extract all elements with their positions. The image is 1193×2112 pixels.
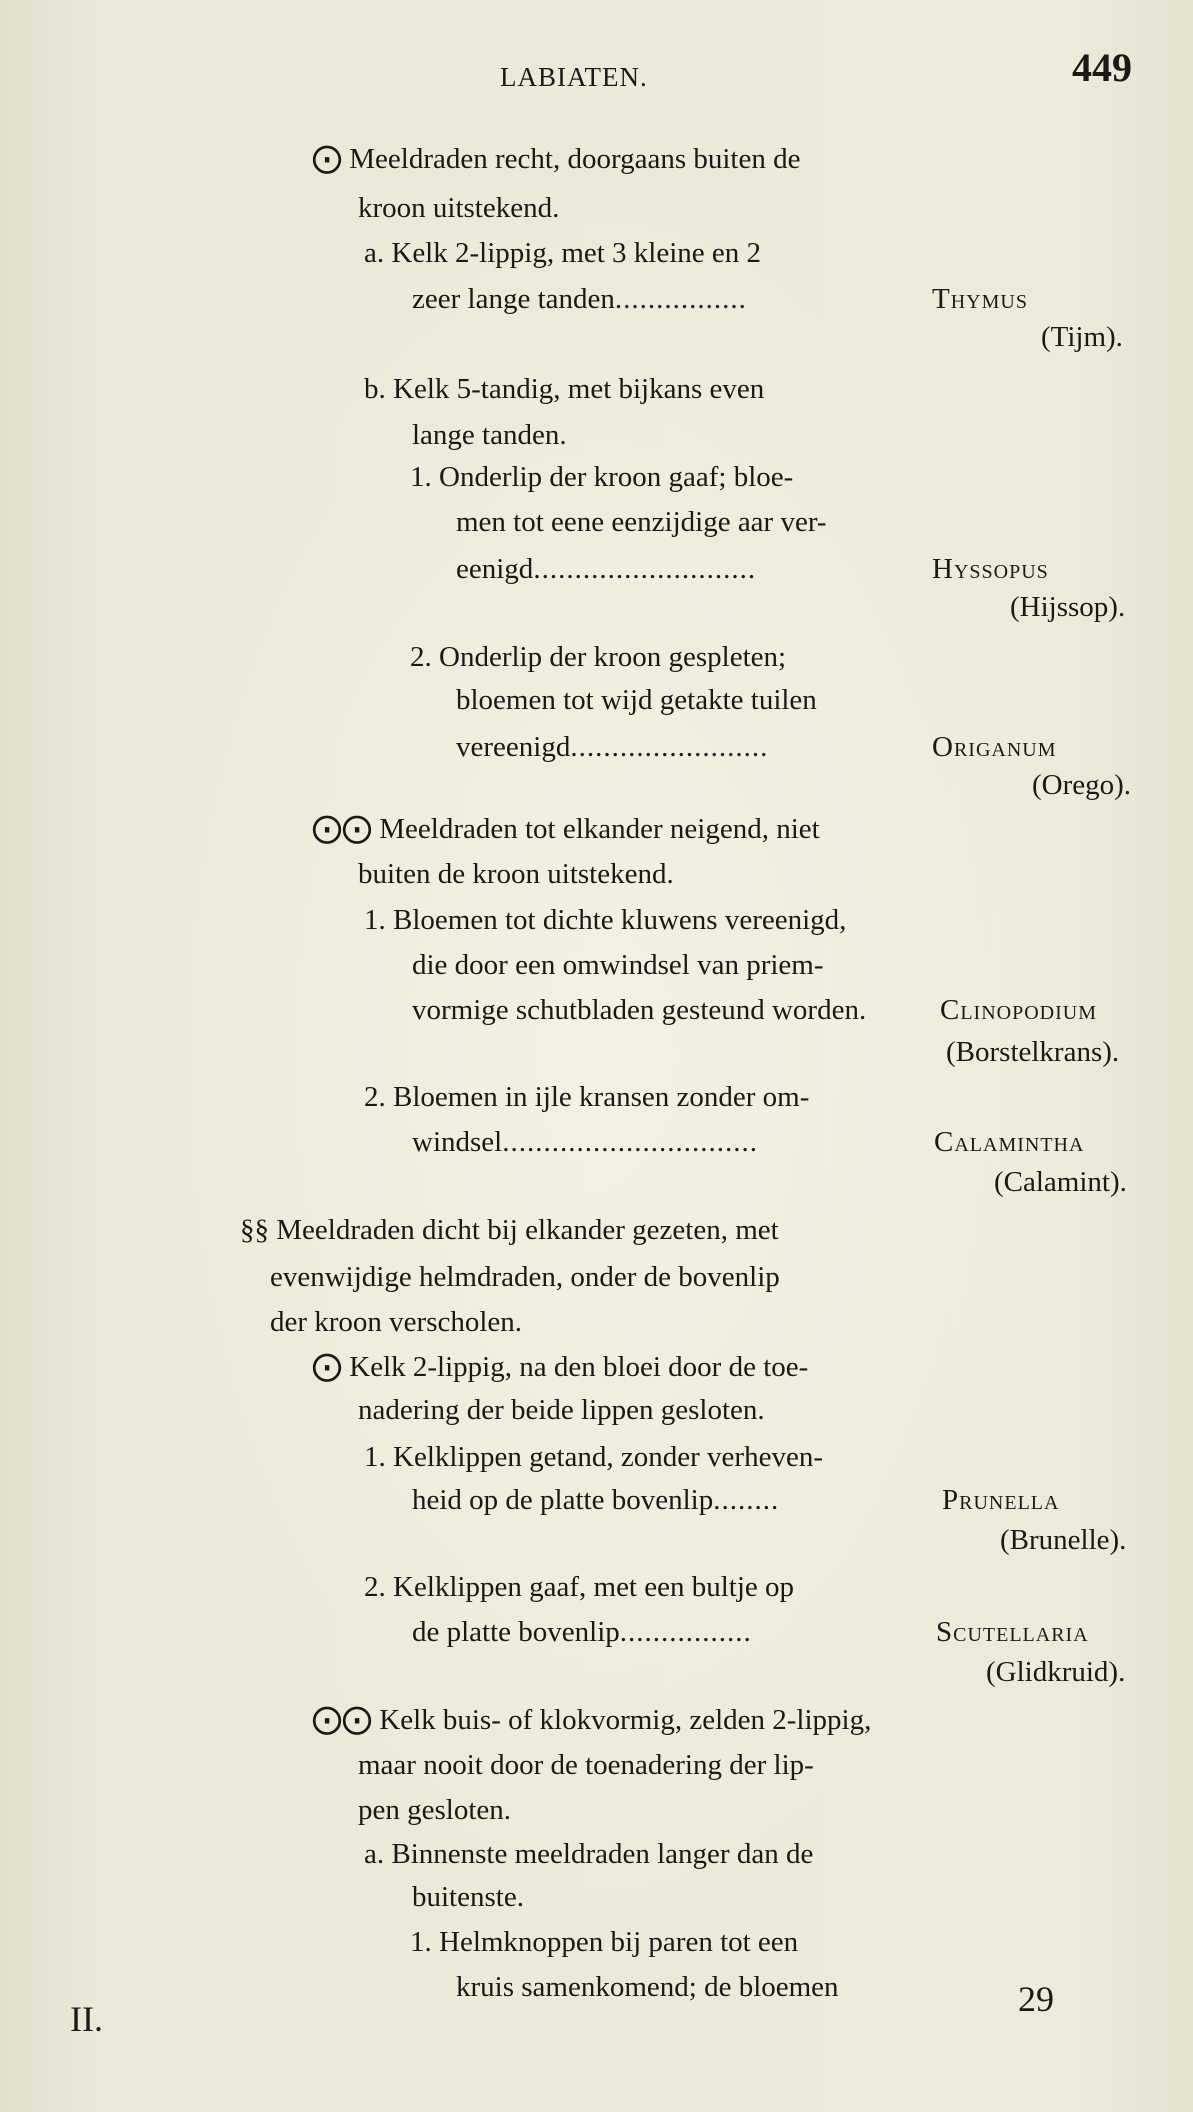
- sheet-number: 29: [1018, 1979, 1054, 2019]
- dutch-name: (Brunelle).: [1000, 1524, 1127, 1556]
- dutch-name: (Tijm).: [1041, 321, 1123, 353]
- key-line: 2. Kelklippen gaaf, met een bultje op: [364, 1571, 795, 1603]
- genus-name: Scutellaria: [936, 1616, 1089, 1648]
- genus-name: Calamintha: [934, 1126, 1085, 1158]
- key-line: buitenste.: [412, 1881, 524, 1913]
- signature-mark: II.: [70, 1999, 103, 2039]
- circled-dot-symbol: ⨀: [312, 141, 342, 176]
- double-circled-dot-symbol: ⨀⨀: [312, 1702, 372, 1737]
- running-title: LABIATEN.: [500, 62, 648, 92]
- key-line: ⨀ Kelk 2-lippig, na den bloei door de toe-: [312, 1349, 809, 1384]
- circled-dot-symbol: ⨀: [312, 1349, 342, 1384]
- key-line: vereenigd........................: [456, 731, 769, 763]
- key-line: evenwijdige helmdraden, onder de bovenlip: [270, 1261, 780, 1293]
- dutch-name: (Calamint).: [994, 1166, 1127, 1198]
- key-line: der kroon verscholen.: [270, 1306, 523, 1338]
- genus-name: Clinopodium: [940, 994, 1098, 1026]
- key-line: kroon uitstekend.: [358, 192, 560, 224]
- key-line: §§ Meeldraden dicht bij elkander gezeten, met: [240, 1214, 779, 1246]
- key-line: ⨀⨀ Meeldraden tot elkander neigend, niet: [312, 811, 820, 846]
- key-line: heid op de platte bovenlip........: [412, 1484, 780, 1516]
- key-line: buiten de kroon uitstekend.: [358, 858, 674, 890]
- key-line: zeer lange tanden................: [412, 283, 747, 315]
- genus-name: Prunella: [942, 1484, 1060, 1516]
- key-line: ⨀ Meeldraden recht, doorgaans buiten de: [312, 141, 801, 176]
- key-line: 1. Onderlip der kroon gaaf; bloe-: [410, 461, 794, 493]
- key-line: lange tanden.: [412, 419, 567, 451]
- key-line: 2. Onderlip der kroon gespleten;: [410, 641, 787, 673]
- double-circled-dot-symbol: ⨀⨀: [312, 811, 372, 846]
- key-line: de platte bovenlip................: [412, 1616, 752, 1648]
- genus-name: Origanum: [932, 731, 1057, 763]
- key-line: a. Binnenste meeldraden langer dan de: [364, 1838, 814, 1870]
- key-line: maar nooit door de toenadering der lip-: [358, 1749, 814, 1781]
- key-line: 1. Helmknoppen bij paren tot een: [410, 1926, 799, 1958]
- key-line: kruis samenkomend; de bloemen: [456, 1971, 839, 2003]
- key-line: vormige schutbladen gesteund worden.: [412, 994, 867, 1026]
- dutch-name: (Orego).: [1032, 769, 1132, 801]
- genus-name: Hyssopus: [932, 553, 1049, 585]
- key-line: 1. Bloemen tot dichte kluwens vereenigd,: [364, 904, 847, 936]
- key-line: 1. Kelklippen getand, zonder verheven-: [364, 1441, 823, 1473]
- genus-name: Thymus: [932, 283, 1028, 315]
- key-line: men tot eene eenzijdige aar ver-: [456, 506, 827, 538]
- dutch-name: (Borstelkrans).: [946, 1036, 1120, 1068]
- key-line: pen gesloten.: [358, 1794, 512, 1826]
- key-line: 2. Bloemen in ijle kransen zonder om-: [364, 1081, 810, 1113]
- key-line: b. Kelk 5-tandig, met bijkans even: [364, 373, 765, 405]
- dutch-name: (Hijssop).: [1010, 591, 1126, 623]
- key-line: eenigd...........................: [456, 553, 757, 585]
- key-line: a. Kelk 2-lippig, met 3 kleine en 2: [364, 237, 762, 269]
- dutch-name: (Glidkruid).: [986, 1656, 1126, 1688]
- key-line: windsel...............................: [412, 1126, 758, 1158]
- key-line: die door een omwindsel van priem-: [412, 949, 824, 981]
- key-line: ⨀⨀ Kelk buis- of klokvormig, zelden 2-lippig,: [312, 1702, 872, 1737]
- key-line: nadering der beide lippen gesloten.: [358, 1394, 765, 1426]
- key-line: bloemen tot wijd getakte tuilen: [456, 684, 817, 716]
- page-number: 449: [1072, 45, 1132, 90]
